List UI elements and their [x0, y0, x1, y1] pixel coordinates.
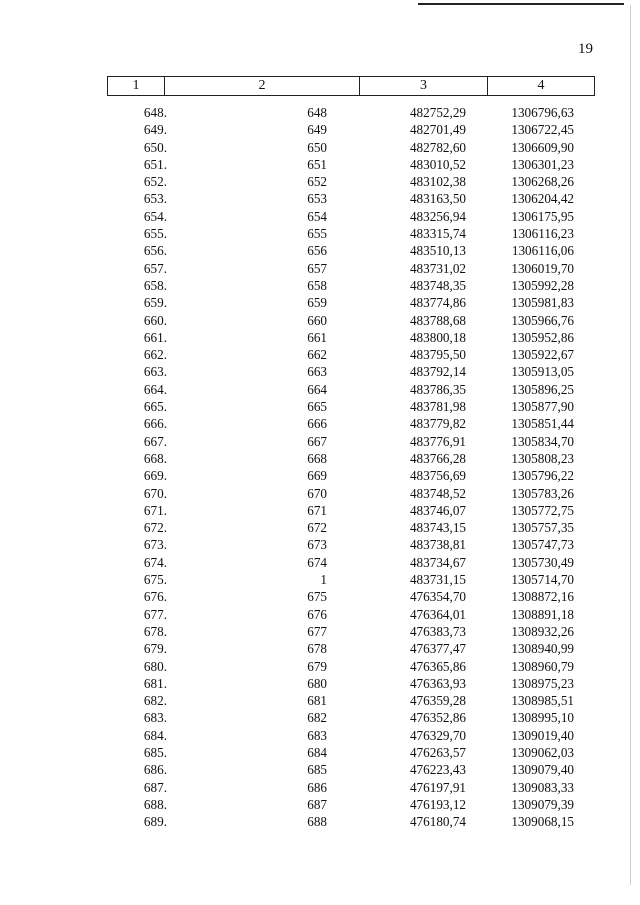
row-number-cell: 675.	[143, 572, 167, 588]
point-number-cell: 654	[307, 208, 327, 224]
row-number-cell: 655.	[143, 226, 167, 242]
point-number-cell: 665	[307, 399, 327, 415]
table-row	[107, 606, 595, 623]
x-coordinate-cell: 483315,74	[409, 226, 466, 242]
table-row	[107, 623, 595, 640]
x-coordinate-cell: 483256,94	[409, 208, 466, 224]
row-number-cell: 670.	[143, 485, 167, 501]
row-number-cell: 684.	[143, 727, 167, 743]
y-coordinate-cell: 1305922,67	[511, 347, 574, 363]
point-number-cell: 681	[307, 693, 327, 709]
column-header-3: 3	[359, 77, 487, 95]
y-coordinate-cell: 1305757,35	[511, 520, 574, 536]
y-coordinate-cell: 1306116,06	[511, 243, 574, 259]
y-coordinate-cell: 1305796,22	[511, 468, 574, 484]
row-number-cell: 652.	[143, 174, 167, 190]
x-coordinate-cell: 476352,86	[409, 710, 466, 726]
table-row	[107, 744, 595, 761]
row-number-cell: 679.	[143, 641, 167, 657]
row-number-cell: 662.	[143, 347, 167, 363]
table-row	[107, 813, 595, 830]
y-coordinate-cell: 1305834,70	[511, 433, 574, 449]
x-coordinate-cell: 482752,29	[409, 105, 466, 120]
table-row	[107, 104, 595, 121]
table-row	[107, 294, 595, 311]
table-row	[107, 779, 595, 796]
table-body	[107, 104, 595, 830]
x-coordinate-cell: 476377,47	[409, 641, 466, 657]
column-header-4: 4	[487, 77, 594, 95]
y-coordinate-cell: 1309068,15	[511, 814, 574, 830]
point-number-cell: 683	[307, 727, 327, 743]
row-number-cell: 667.	[143, 433, 167, 449]
table-row	[107, 121, 595, 138]
x-coordinate-cell: 483766,28	[409, 450, 466, 466]
table-row	[107, 329, 595, 346]
y-coordinate-cell: 1308940,99	[511, 641, 574, 657]
point-number-cell: 687	[307, 796, 327, 812]
row-number-cell: 663.	[143, 364, 167, 380]
point-number-cell: 660	[307, 312, 327, 328]
point-number-cell: 667	[307, 433, 327, 449]
point-number-cell: 669	[307, 468, 327, 484]
y-coordinate-cell: 1309079,40	[511, 762, 574, 778]
row-number-cell: 677.	[143, 606, 167, 622]
point-number-cell: 664	[307, 381, 327, 397]
table-row	[107, 415, 595, 432]
row-number-cell: 661.	[143, 329, 167, 345]
point-number-cell: 679	[307, 658, 327, 674]
y-coordinate-cell: 1305747,73	[511, 537, 574, 553]
y-coordinate-cell: 1306204,42	[511, 191, 574, 207]
row-number-cell: 660.	[143, 312, 167, 328]
point-number-cell: 661	[307, 329, 327, 345]
x-coordinate-cell: 483774,86	[409, 295, 466, 311]
x-coordinate-cell: 483510,13	[409, 243, 466, 259]
row-number-cell: 676.	[143, 589, 167, 605]
row-number-cell: 653.	[143, 191, 167, 207]
table-row	[107, 571, 595, 588]
table-row	[107, 658, 595, 675]
y-coordinate-cell: 1305952,86	[511, 329, 574, 345]
table-row	[107, 173, 595, 190]
scan-edge-line	[630, 5, 631, 885]
point-number-cell: 666	[307, 416, 327, 432]
y-coordinate-cell: 1306019,70	[511, 260, 574, 276]
x-coordinate-cell: 483731,02	[409, 260, 466, 276]
x-coordinate-cell: 476383,73	[409, 623, 466, 639]
point-number-cell: 656	[307, 243, 327, 259]
point-number-cell: 677	[307, 623, 327, 639]
table-row	[107, 519, 595, 536]
x-coordinate-cell: 476365,86	[409, 658, 466, 674]
point-number-cell: 659	[307, 295, 327, 311]
point-number-cell: 673	[307, 537, 327, 553]
table-row	[107, 709, 595, 726]
table-row	[107, 727, 595, 744]
table-row	[107, 433, 595, 450]
y-coordinate-cell: 1308960,79	[511, 658, 574, 674]
row-number-cell: 671.	[143, 502, 167, 518]
y-coordinate-cell: 1306796,63	[511, 105, 574, 120]
x-coordinate-cell: 483788,68	[409, 312, 466, 328]
point-number-cell: 657	[307, 260, 327, 276]
table-row	[107, 225, 595, 242]
point-number-cell: 685	[307, 762, 327, 778]
x-coordinate-cell: 483746,07	[409, 502, 466, 518]
row-number-cell: 651.	[143, 156, 167, 172]
point-number-cell: 686	[307, 779, 327, 795]
x-coordinate-cell: 483776,91	[409, 433, 466, 449]
table-row	[107, 363, 595, 380]
y-coordinate-cell: 1306609,90	[511, 139, 574, 155]
x-coordinate-cell: 483792,14	[409, 364, 466, 380]
table-row	[107, 761, 595, 778]
y-coordinate-cell: 1309083,33	[511, 779, 574, 795]
row-number-cell: 668.	[143, 450, 167, 466]
table-row	[107, 242, 595, 259]
table-row	[107, 450, 595, 467]
row-number-cell: 649.	[143, 122, 167, 138]
y-coordinate-cell: 1305992,28	[511, 277, 574, 293]
y-coordinate-cell: 1305981,83	[511, 295, 574, 311]
y-coordinate-cell: 1305714,70	[511, 572, 574, 588]
point-number-cell: 671	[307, 502, 327, 518]
row-number-cell: 680.	[143, 658, 167, 674]
table-row	[107, 467, 595, 484]
table-row	[107, 554, 595, 571]
point-number-cell: 651	[307, 156, 327, 172]
table-row	[107, 312, 595, 329]
row-number-cell: 648.	[143, 105, 167, 120]
table-header	[107, 76, 595, 96]
point-number-cell: 653	[307, 191, 327, 207]
x-coordinate-cell: 476263,57	[409, 744, 466, 760]
y-coordinate-cell: 1309079,39	[511, 796, 574, 812]
y-coordinate-cell: 1309019,40	[511, 727, 574, 743]
table-row	[107, 485, 595, 502]
table-row	[107, 588, 595, 605]
row-number-cell: 656.	[143, 243, 167, 259]
table-row	[107, 190, 595, 207]
point-number-cell: 684	[307, 744, 327, 760]
point-number-cell: 649	[307, 122, 327, 138]
x-coordinate-cell: 483743,15	[409, 520, 466, 536]
point-number-cell: 675	[307, 589, 327, 605]
x-coordinate-cell: 476329,70	[409, 727, 466, 743]
point-number-cell: 652	[307, 174, 327, 190]
y-coordinate-cell: 1308872,16	[511, 589, 574, 605]
row-number-cell: 654.	[143, 208, 167, 224]
row-number-cell: 689.	[143, 814, 167, 830]
point-number-cell: 650	[307, 139, 327, 155]
x-coordinate-cell: 483738,81	[409, 537, 466, 553]
table-row	[107, 640, 595, 657]
row-number-cell: 669.	[143, 468, 167, 484]
y-coordinate-cell: 1308975,23	[511, 675, 574, 691]
y-coordinate-cell: 1306175,95	[511, 208, 574, 224]
top-rule	[418, 3, 624, 5]
point-number-cell: 663	[307, 364, 327, 380]
row-number-cell: 672.	[143, 520, 167, 536]
table-row	[107, 502, 595, 519]
x-coordinate-cell: 476223,43	[409, 762, 466, 778]
y-coordinate-cell: 1305851,44	[511, 416, 574, 432]
column-header-2: 2	[164, 77, 359, 95]
y-coordinate-cell: 1305783,26	[511, 485, 574, 501]
row-number-cell: 657.	[143, 260, 167, 276]
table-row	[107, 536, 595, 553]
row-number-cell: 687.	[143, 779, 167, 795]
row-number-cell: 678.	[143, 623, 167, 639]
y-coordinate-cell: 1306722,45	[511, 122, 574, 138]
y-coordinate-cell: 1305896,25	[511, 381, 574, 397]
row-number-cell: 681.	[143, 675, 167, 691]
point-number-cell: 688	[307, 814, 327, 830]
row-number-cell: 666.	[143, 416, 167, 432]
table-row	[107, 398, 595, 415]
table-row	[107, 156, 595, 173]
x-coordinate-cell: 483102,38	[409, 174, 466, 190]
table-row	[107, 796, 595, 813]
point-number-cell: 668	[307, 450, 327, 466]
row-number-cell: 664.	[143, 381, 167, 397]
table-row	[107, 346, 595, 363]
x-coordinate-cell: 482701,49	[409, 122, 466, 138]
y-coordinate-cell: 1308891,18	[511, 606, 574, 622]
x-coordinate-cell: 482782,60	[409, 139, 466, 155]
x-coordinate-cell: 483756,69	[409, 468, 466, 484]
row-number-cell: 665.	[143, 399, 167, 415]
point-number-cell: 676	[307, 606, 327, 622]
table-row	[107, 139, 595, 156]
y-coordinate-cell: 1306116,23	[511, 226, 574, 242]
point-number-cell: 672	[307, 520, 327, 536]
point-number-cell: 655	[307, 226, 327, 242]
table-row	[107, 692, 595, 709]
row-number-cell: 650.	[143, 139, 167, 155]
row-number-cell: 686.	[143, 762, 167, 778]
point-number-cell: 648	[307, 105, 327, 120]
x-coordinate-cell: 483748,35	[409, 277, 466, 293]
point-number-cell: 674	[307, 554, 327, 570]
x-coordinate-cell: 483010,52	[409, 156, 466, 172]
row-number-cell: 674.	[143, 554, 167, 570]
table-row	[107, 277, 595, 294]
column-header-1: 1	[132, 78, 140, 93]
y-coordinate-cell: 1306301,23	[511, 156, 574, 172]
point-number-cell: 658	[307, 277, 327, 293]
x-coordinate-cell: 483779,82	[409, 416, 466, 432]
point-number-cell: 670	[307, 485, 327, 501]
y-coordinate-cell: 1305913,05	[511, 364, 574, 380]
y-coordinate-cell: 1305772,75	[511, 502, 574, 518]
x-coordinate-cell: 483800,18	[409, 329, 466, 345]
x-coordinate-cell: 483795,50	[409, 347, 466, 363]
table-row	[107, 208, 595, 225]
table-row	[107, 260, 595, 277]
point-number-cell: 662	[307, 347, 327, 363]
row-number-cell: 659.	[143, 295, 167, 311]
y-coordinate-cell: 1308985,51	[511, 693, 574, 709]
y-coordinate-cell: 1306268,26	[511, 174, 574, 190]
row-number-cell: 683.	[143, 710, 167, 726]
x-coordinate-cell: 476354,70	[409, 589, 466, 605]
x-coordinate-cell: 476180,74	[409, 814, 466, 830]
x-coordinate-cell: 483748,52	[409, 485, 466, 501]
y-coordinate-cell: 1305730,49	[511, 554, 574, 570]
row-number-cell: 658.	[143, 277, 167, 293]
x-coordinate-cell: 483781,98	[409, 399, 466, 415]
y-coordinate-cell: 1305966,76	[511, 312, 574, 328]
row-number-cell: 673.	[143, 537, 167, 553]
x-coordinate-cell: 483731,15	[409, 572, 466, 588]
x-coordinate-cell: 476193,12	[409, 796, 466, 812]
x-coordinate-cell: 483734,67	[409, 554, 466, 570]
table-row	[107, 381, 595, 398]
y-coordinate-cell: 1305877,90	[511, 399, 574, 415]
row-number-cell: 682.	[143, 693, 167, 709]
point-number-cell: 682	[307, 710, 327, 726]
y-coordinate-cell: 1308932,26	[511, 623, 574, 639]
row-number-cell: 685.	[143, 744, 167, 760]
x-coordinate-cell: 483163,50	[409, 191, 466, 207]
point-number-cell: 680	[307, 675, 327, 691]
x-coordinate-cell: 476359,28	[409, 693, 466, 709]
point-number-cell: 1	[320, 572, 327, 588]
page-number: 19	[578, 41, 593, 57]
x-coordinate-cell: 476197,91	[409, 779, 466, 795]
y-coordinate-cell: 1305808,23	[511, 450, 574, 466]
table-row	[107, 675, 595, 692]
y-coordinate-cell: 1308995,10	[511, 710, 574, 726]
x-coordinate-cell: 476363,93	[409, 675, 466, 691]
y-coordinate-cell: 1309062,03	[511, 744, 574, 760]
x-coordinate-cell: 476364,01	[409, 606, 466, 622]
point-number-cell: 678	[307, 641, 327, 657]
x-coordinate-cell: 483786,35	[409, 381, 466, 397]
row-number-cell: 688.	[143, 796, 167, 812]
